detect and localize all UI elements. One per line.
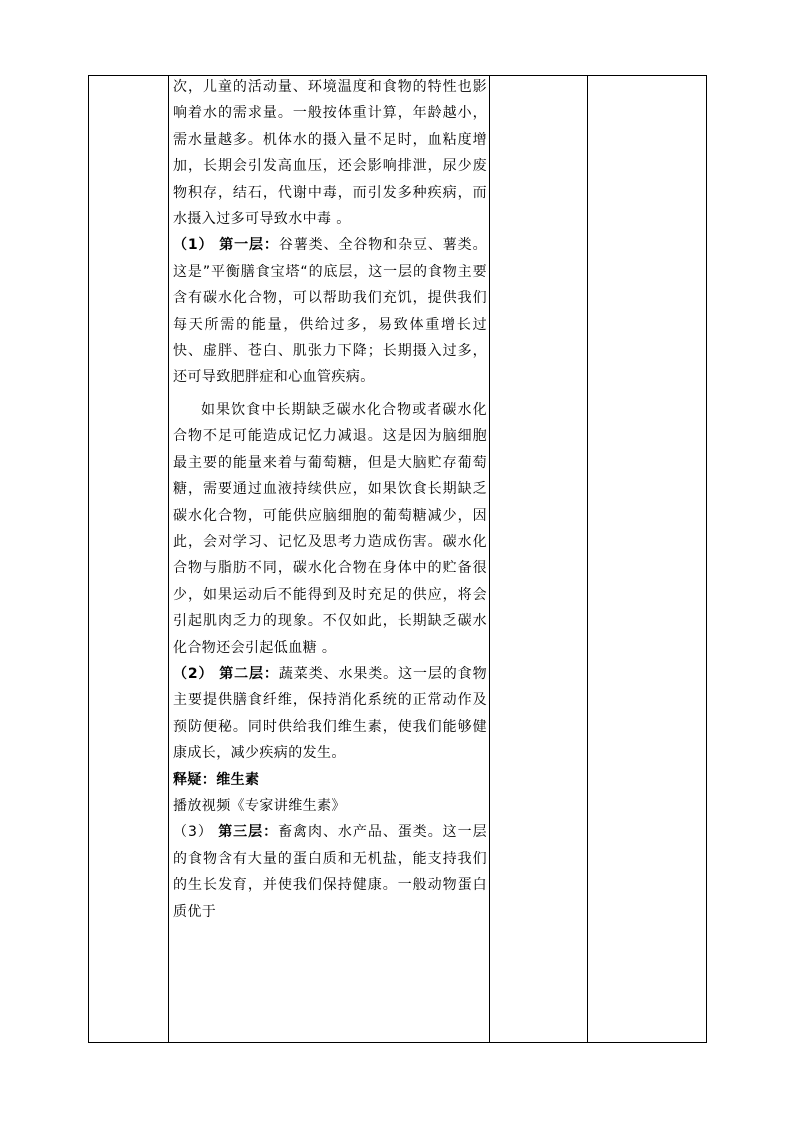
tier-three-paragraph xyxy=(173,819,487,925)
water-intake-paragraph: 次，儿童的活动量、环境温度和食物的特性也影响着水的需求量。一般按体重计算，年龄越小，需水量越多。机体水的摄入量不足时，血粘度增加，长期会引发高血压，还会影响排泄，尿少废物积存，结石，代谢中毒，而引发多种疾病，而水摄入过多可导致水中毒 。 xyxy=(173,79,487,228)
tier-two-paragraph xyxy=(173,661,487,767)
tier-three-label: 第三层： xyxy=(218,824,279,841)
tier-two-label: （2） 第二层： xyxy=(173,665,279,682)
tier-one-text: 谷薯类、全谷物和杂豆、薯类。这是”平衡膳食宝塔“的底层，这一层的食物主要含有碳水化合物，可以帮助我们充饥，提供我们每天所需的能量，供给过多，易致体重增长过快、虚胖、苍白、肌张力下降；长期摄入过多，还可导致肥胖症和心血管疾病。 xyxy=(173,237,487,386)
column-divider xyxy=(587,76,588,1042)
carbohydrate-paragraph: 如果饮食中长期缺乏碳水化合物或者碳水化合物不足可能造成记忆力减退。这是因为脑细胞最主要的能量来着与葡萄糖，但是大脑贮存葡萄糖，需要通过血液持续供应，如果饮食长期缺乏碳水化合物，可能供应脑细胞的葡萄糖减少，因此，会对学习、记忆及思考力造成伤害。碳水化合物与脂肪不同，碳水化合物在身体中的贮备很少，如果运动后不能得到及时充足的供应，将会引起肌肉乏力的现象。不仅如此，长期缺乏碳水化合物还会引起低血糖 。 xyxy=(173,401,487,656)
tier-one-paragraph xyxy=(173,232,487,390)
tier-two-text: 蔬菜类、水果类。这一层的食物主要提供膳食纤维，保持消化系统的正常动作及预防便秘。同时供给我们维生素，使我们能够健康成长，减少疾病的发生。 xyxy=(173,665,487,762)
tier-three-text: 畜禽肉、水产品、蛋类。这一层的食物含有大量的蛋白质和无机盐，能支持我们的生长发育，并使我们保持健康。一般动物蛋白质优于 xyxy=(173,824,487,920)
tier-three-prefix: （3） xyxy=(173,824,219,841)
teaching-content-cell xyxy=(169,76,490,1042)
tier-one-label: （1） 第一层： xyxy=(173,237,279,254)
lesson-table xyxy=(88,75,707,1043)
vitamin-heading: 释疑：维生素 xyxy=(173,771,260,788)
video-line: 播放视频《专家讲维生素》 xyxy=(173,797,346,814)
